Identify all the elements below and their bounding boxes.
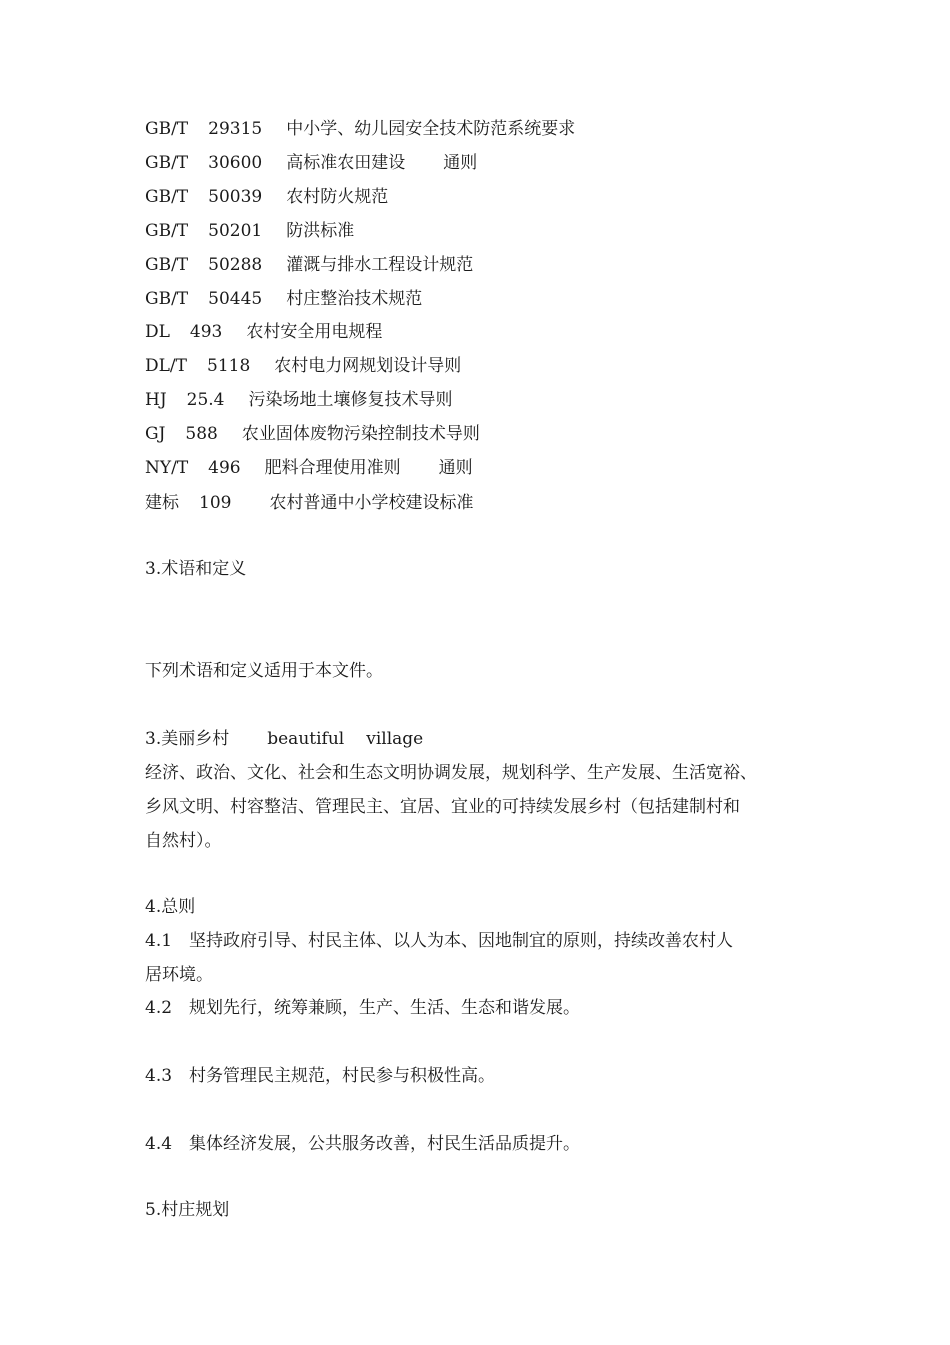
- standard-suffix: 通则: [438, 458, 473, 478]
- standard-title: 农村电力网规划设计导则: [274, 356, 462, 376]
- standard-number: 25.4: [186, 390, 225, 410]
- standard-title: 灌溉与排水工程设计规范: [286, 255, 474, 275]
- standard-title: 肥料合理使用准则: [264, 458, 401, 478]
- definition-line: 自然村）。: [145, 831, 222, 851]
- definition-line: 乡风文明、村容整洁、管理民主、宜居、宜业的可持续发展乡村（包括建制村和: [145, 797, 740, 817]
- intro-paragraph: 下列术语和定义适用于本文件。: [145, 661, 383, 681]
- term-english-2: village: [366, 729, 424, 749]
- standard-code: GJ: [145, 424, 166, 444]
- clause-item: [145, 1065, 495, 1087]
- standard-item: [145, 355, 461, 377]
- term-chinese: 3.美丽乡村: [145, 729, 230, 749]
- definition-line: 经济、政治、文化、社会和生态文明协调发展，规划科学、生产发展、生活宽裕、: [145, 763, 757, 783]
- standard-number: 29315: [208, 119, 263, 139]
- clause-text: 规划先行，统筹兼顾，生产、生活、生态和谐发展。: [189, 998, 580, 1018]
- standard-item: [145, 321, 382, 343]
- standard-number: 50288: [208, 255, 263, 275]
- standard-suffix: 通则: [443, 153, 478, 173]
- standard-item: [145, 288, 422, 310]
- clause-number: 4.4: [145, 1134, 173, 1154]
- standard-code: 建标: [145, 493, 179, 513]
- clause-text: 坚持政府引导、村民主体、以人为本、因地制宜的原则，持续改善农村人: [189, 931, 733, 951]
- standard-item: [145, 389, 453, 411]
- standard-title: 污染场地土壤修复技术导则: [248, 390, 453, 410]
- standard-number: 588: [185, 424, 218, 444]
- section-heading: 5.村庄规划: [145, 1200, 230, 1220]
- clause-continuation: 居环境。: [145, 965, 213, 985]
- standard-title: 农村防火规范: [286, 187, 389, 207]
- standard-number: 30600: [208, 153, 263, 173]
- standard-number: 493: [189, 322, 223, 342]
- clause-number: 4.1: [145, 931, 173, 951]
- standard-item: [145, 186, 388, 208]
- section-heading: 4.总则: [145, 897, 196, 917]
- section-heading: 3.术语和定义: [145, 559, 247, 579]
- clause-text: 村务管理民主规范，村民参与积极性高。: [189, 1066, 495, 1086]
- standard-code: GB/T: [145, 255, 189, 275]
- standard-code: GB/T: [145, 119, 189, 139]
- standard-code: NY/T: [145, 458, 189, 478]
- standard-title: 村庄整治技术规范: [286, 289, 423, 309]
- standard-code: GB/T: [145, 153, 189, 173]
- standard-number: 496: [208, 458, 241, 478]
- standard-code: GB/T: [145, 289, 189, 309]
- standard-number: 5118: [207, 356, 251, 376]
- standard-item: [145, 118, 575, 140]
- standard-item: [145, 254, 473, 276]
- standard-code: GB/T: [145, 221, 189, 241]
- standard-title: 高标准农田建设: [286, 153, 406, 173]
- standard-title: 中小学、幼儿园安全技术防范系统要求: [286, 119, 576, 139]
- standard-title: 农村普通中小学校建设标准: [269, 493, 474, 513]
- standard-title: 防洪标准: [286, 221, 355, 241]
- clause-number: 4.3: [145, 1066, 173, 1086]
- term-english-1: beautiful: [267, 729, 345, 749]
- term-entry: [145, 728, 423, 750]
- standard-code: GB/T: [145, 187, 189, 207]
- standard-number: 50201: [208, 221, 263, 241]
- standard-code: DL/T: [145, 356, 187, 376]
- clause-number: 4.2: [145, 998, 173, 1018]
- standard-number: 109: [199, 493, 232, 513]
- standard-item: [145, 457, 473, 479]
- standard-item: [145, 492, 473, 514]
- standard-title: 农村安全用电规程: [246, 322, 383, 342]
- standard-item: [145, 220, 354, 242]
- standard-number: 50445: [208, 289, 263, 309]
- standard-code: HJ: [145, 390, 167, 410]
- clause-item: [145, 930, 733, 952]
- standard-item: [145, 152, 477, 174]
- clause-item: [145, 1133, 580, 1155]
- standard-item: [145, 423, 480, 445]
- standard-code: DL: [145, 322, 170, 342]
- clause-text: 集体经济发展，公共服务改善，村民生活品质提升。: [189, 1134, 580, 1154]
- standard-title: 农业固体废物污染控制技术导则: [241, 424, 480, 444]
- standard-number: 50039: [208, 187, 263, 207]
- clause-item: [145, 997, 580, 1019]
